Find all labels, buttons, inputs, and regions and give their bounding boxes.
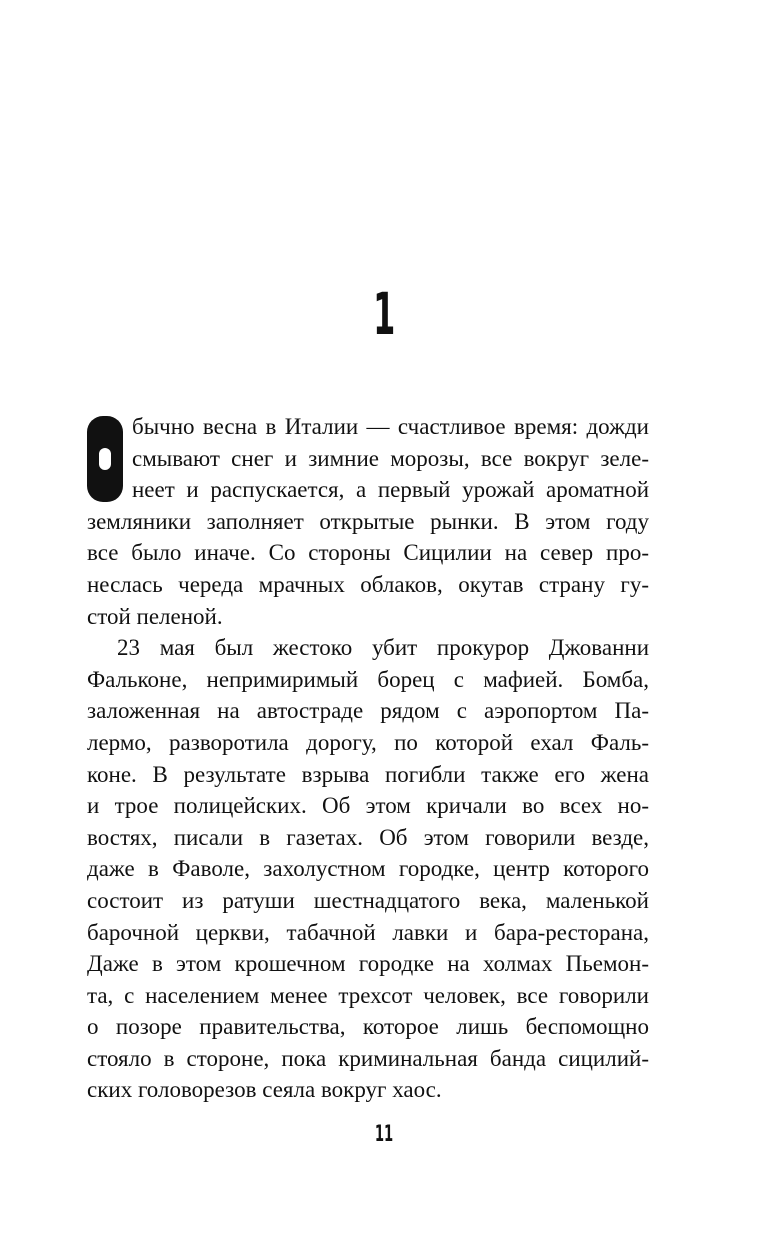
page-number: 11 (374, 1122, 394, 1147)
text-line: неслась череда мрачных облаков, окутав страну гу- (87, 571, 649, 597)
chapter-number: 1 (373, 280, 395, 348)
paragraph-1 (87, 411, 649, 632)
text-line: 23 мая был жестоко убит прокурор Джованни (117, 635, 649, 661)
dropcap-counter (99, 448, 111, 470)
text-line: состоит из ратуши шестнадцатого века, маленькой (87, 887, 649, 913)
text-line: барочной церкви, табачной лавки и бара-ресторана, (87, 919, 649, 945)
text-line: неет и распускается, а первый урожай ароматной (132, 477, 649, 503)
text-line: лермо, разворотила дорогу, по которой ехал Фаль- (87, 729, 649, 755)
text-line: о позоре правительства, которое лишь беспомощно (87, 1014, 649, 1040)
dropcap (87, 416, 123, 502)
text-line: земляники заполняет открытые рынки. В этом году (87, 508, 649, 534)
text-line: заложенная на автостраде рядом с аэропортом Па- (87, 698, 649, 724)
text-line: стой пеленой. (87, 603, 223, 629)
text-line: стояло в стороне, пока криминальная банда сицилий- (87, 1045, 649, 1071)
text-line: Даже в этом крошечном городке на холмах Пьемон- (87, 951, 649, 977)
text-line: коне. В результате взрыва погибли также его жена (87, 761, 649, 787)
chapter-text (87, 411, 649, 1106)
text-line: Фальконе, непримиримый борец с мафией. Бомба, (87, 666, 649, 692)
text-line: ских головорезов сеяла вокруг хаос. (87, 1077, 442, 1103)
text-line: все было иначе. Со стороны Сицилии на север про- (87, 540, 649, 566)
text-line: смывают снег и зимние морозы, все вокруг зеле- (132, 445, 649, 471)
text-line: востях, писали в газетах. Об этом говорили везде, (87, 824, 649, 850)
text-line: бычно весна в Италии — счастливое время: дожди (132, 414, 649, 439)
text-line: та, с населением менее трехсот человек, все говорили (87, 982, 649, 1008)
text-line: и трое полицейских. Об этом кричали во всех но- (87, 793, 649, 819)
paragraph-2 (87, 632, 649, 1106)
text-line: даже в Фаволе, захолустном городке, центр которого (87, 856, 649, 882)
